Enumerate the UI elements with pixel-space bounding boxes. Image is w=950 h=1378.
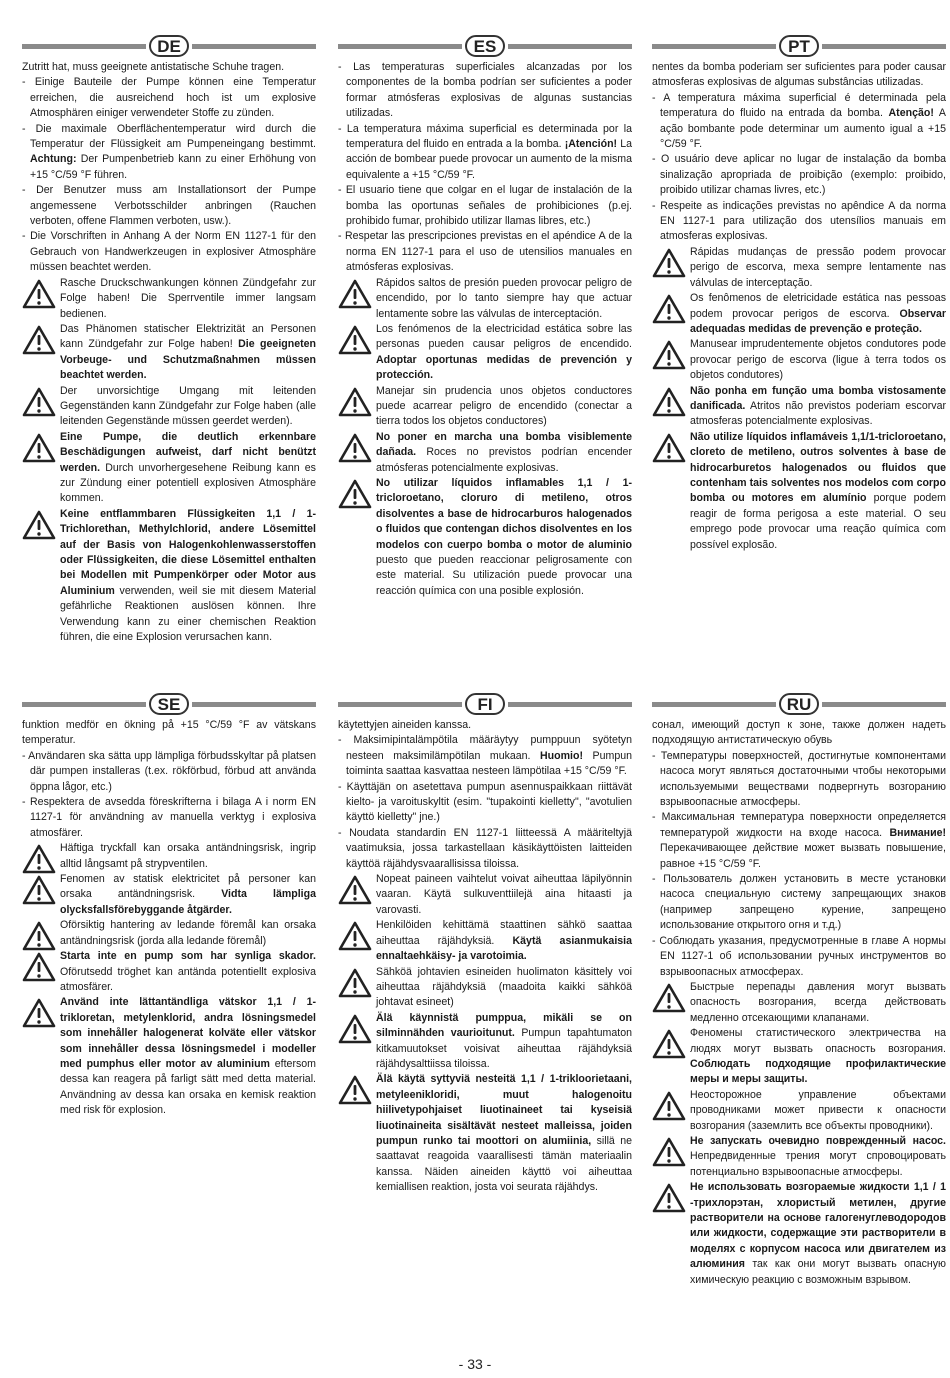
text: funktion medför en ökning på +15 °C/59 °F av vätskans temperatur. xyxy=(22,719,316,747)
warning-triangle-icon xyxy=(22,844,56,874)
text: Durch unvorhergesehene Reibung kann es zur Zündung einer potentiell explosiven Atmosphäre kommen. xyxy=(60,461,316,505)
bold-text: Не запускать очевидно поврежденный насос. xyxy=(690,1134,946,1147)
warning-paragraph xyxy=(22,384,316,430)
warning-paragraph xyxy=(652,1088,946,1134)
bullet-item xyxy=(652,934,946,980)
language-code-badge: RU xyxy=(779,693,819,715)
warning-paragraph xyxy=(652,1026,946,1088)
text: Los fenómenos de la electricidad estática sobre las personas pueden causar peligros de encendido. xyxy=(376,322,632,351)
bold-text: Keine entflammbaren Flüssigkeiten 1,1 / 1-Trichlorethan, Methylchlorid, andere Lösemittel auf der Basis von Halogenkohlenwasserstoffen oder Flüssigkeiten, die diese Lösemittel enthalten bei Modellen mit Pumpenkörper oder Motor aus Aluminium xyxy=(60,507,316,597)
text: Rápidos saltos de presión pueden provocar peligro de encendido, por lo tanto siempre hay que actuar lentamente sobre las válvulas de interceptación. xyxy=(376,276,632,320)
text: käytettyjen aineiden kanssa. xyxy=(338,719,472,731)
warning-paragraph xyxy=(652,337,946,383)
bold-text: Die geeigneten Vorbeuge- und Schutzmaßnahmen müssen beachtet werden. xyxy=(60,338,316,382)
continued-text xyxy=(652,60,946,91)
text: Respetar las prescripciones previstas en el apéndice A de la norma EN 1127-1 para el uso de utensilios manuales en atmósferas explosivas. xyxy=(344,230,632,274)
text: Atritos não previstos poderiam escorvar atmosferas potencialmente explosivas. xyxy=(690,399,946,428)
bullet-item xyxy=(338,780,632,826)
warning-triangle-icon xyxy=(338,921,372,951)
warning-paragraph xyxy=(22,872,316,918)
text: Соблюдать указания, предусмотренные в главе А нормы EN 1127-1 об использовании ручных инструментов во взрывоопасных атмосферах. xyxy=(659,934,946,978)
bullet-item xyxy=(22,122,316,184)
bold-text: Eine Pumpe, die deutlich erkennbare Beschädigungen aufweist, darf nicht benützt werden. xyxy=(60,430,316,474)
continued-text xyxy=(22,60,316,75)
bullet-item xyxy=(22,75,316,121)
section-header xyxy=(22,36,316,58)
warning-paragraph xyxy=(652,430,946,553)
text: Pumpun toiminta saattaa kasvattaa nesteen lämpötilaa +15 °C/59 °F. xyxy=(346,749,632,778)
warning-paragraph xyxy=(652,1134,946,1180)
warning-triangle-icon xyxy=(22,952,56,982)
text: Respektera de avsedda föreskrifterna i bilaga A i norm EN 1127-1 för användning av manuella verktyg i explosiva atmosfärer. xyxy=(30,796,316,839)
warning-triangle-icon xyxy=(652,433,686,463)
text: Der Pumpenbetrieb kann zu einer Erhöhung von +15 °C/59 °F führen. xyxy=(30,153,316,181)
text: Respeite as indicações previstas no apêndice A da norma EN 1127-1 para utilização dos utensílios manuais em atmosferas explosivas. xyxy=(660,199,946,243)
text: Käyttäjän on asetettava pumpun asennuspaikkaan riittävät kielto- ja varoituskyltit (esim. "tupakointi kielletty", "avotulien käyttö kielletty" jne.) xyxy=(346,780,632,824)
warning-triangle-icon xyxy=(652,248,686,278)
bold-text: Käytä asianmukaisia ennaltaehkäisy- ja varotoimia. xyxy=(376,934,632,963)
language-code-badge: ES xyxy=(465,35,505,57)
text: Пользователь должен установить в месте установки насоса специальную систему запрещающих знаков (например запрещено курение, запрещено использование открытого огня и т.д.) xyxy=(660,873,946,932)
header-bar-left xyxy=(22,44,146,49)
continued-text xyxy=(338,718,632,733)
continued-text xyxy=(22,718,316,749)
language-code-badge: DE xyxy=(149,35,189,57)
warning-triangle-icon xyxy=(22,998,56,1028)
text: Oförsiktig hantering av ledande föremål kan orsaka antändningsrisk (jorda alla ledande föremål) xyxy=(60,919,316,947)
warning-paragraph xyxy=(338,1072,632,1195)
header-bar-left xyxy=(652,702,776,707)
warning-paragraph xyxy=(652,384,946,430)
text: Manejar sin prudencia unos objetos conductores puede acarrear peligro de encendido (conectar a tierra todos los objetos conductores) xyxy=(376,384,632,428)
warning-triangle-icon xyxy=(22,325,56,355)
text: Fenomen av statisk elektricitet på personer kan orsaka antändningsrisk. xyxy=(60,873,316,901)
warning-paragraph xyxy=(652,245,946,291)
section-fi xyxy=(338,694,632,1196)
text: Einige Bauteile der Pumpe können eine Temperatur erreichen, die ausreichend hoch ist um explosive Atmosphären einiger verwendeter Stoffe zu zünden. xyxy=(30,76,316,120)
bullet-item xyxy=(652,810,946,872)
warning-paragraph xyxy=(338,918,632,964)
text: Der unvorsichtige Umgang mit leitenden Gegenständen kann Zündgefahr zur Folge haben (alle leitenden Gegenstände müssen geerdet werden). xyxy=(60,384,316,428)
bullet-item xyxy=(652,199,946,245)
text: Максимальная температура поверхности определяется температурой жидкости на входе насоса. xyxy=(660,811,946,839)
section-ru xyxy=(652,694,946,1288)
header-bar-right xyxy=(192,44,316,49)
section-header xyxy=(652,36,946,58)
warning-paragraph xyxy=(652,291,946,337)
bold-text: Använd inte lättantändliga vätskor 1,1 / 1-trikloretan, metylenklorid, andra lösningsmedel som innehåller halogenerat kolväte eller vätskor som innehåller dessa lösningsmedel i modeller med pumphus eller motor av aluminium xyxy=(60,996,316,1070)
header-bar-right xyxy=(508,702,632,707)
warning-paragraph xyxy=(338,430,632,476)
warning-triangle-icon xyxy=(22,279,56,309)
text: eftersom dessa kan reagera på farligt sätt med detta material. Användning av dessa kan orsaka en kemisk reaktion med risk för explosion. xyxy=(60,1057,316,1117)
warning-triangle-icon xyxy=(22,387,56,417)
text: A ação bombante pode determinar um aumento igual a +15 °C/59 °F. xyxy=(660,107,946,151)
section-es xyxy=(338,36,632,599)
text: O usuário deve aplicar no lugar de instalação da bomba sinalização apropriada de proibição (exemplo: proibido, proibido utilizar chamas livres, etc.) xyxy=(660,153,946,197)
header-bar-left xyxy=(22,702,146,707)
header-bar-right xyxy=(822,702,946,707)
warning-paragraph xyxy=(22,995,316,1118)
bold-text: Huomio! xyxy=(540,749,583,762)
text: porque podem reagir de forma perigosa a este material. O seu emprego pode provocar uma reação química com possível explosão. xyxy=(690,492,946,551)
warning-paragraph xyxy=(22,430,316,507)
bold-text: Starta inte en pump som har synliga skador. xyxy=(60,950,316,963)
bullet-item xyxy=(22,795,316,841)
section-header xyxy=(652,694,946,716)
text: сонал, имеющий доступ к зоне, также должен надеть подходящую антистатическую обувь xyxy=(652,719,946,747)
text: Sähköä johtavien esineiden huolimaton käsittely voi aiheuttaa räjähdyksiä (maadoita kaikki sähköä johtavat esineet) xyxy=(376,965,632,1009)
section-de xyxy=(22,36,316,645)
text: nentes da bomba poderiam ser suficientes para poder causar atmosferas explosivas de algumas substâncias utilizadas. xyxy=(652,61,946,89)
page-number: - 33 - xyxy=(458,1356,492,1372)
text: Die Vorschriften in Anhang A der Norm EN 1127-1 für den Gebrauch von Handwerkzeugen in explosiver Atmosphäre müssen beachtet werden. xyxy=(30,230,316,274)
warning-paragraph xyxy=(338,872,632,918)
header-bar-right xyxy=(508,44,632,49)
bold-text: Atenção! xyxy=(888,107,934,120)
text: Температуры поверхностей, достигнутые компонентами насоса могут являться достаточными чтобы некоторыми используемыми веществами подвергнуть возгоранию взрывоопасные атмосферы. xyxy=(660,749,946,809)
warning-triangle-icon xyxy=(338,875,372,905)
header-bar-left xyxy=(338,702,462,707)
bullet-item xyxy=(338,826,632,872)
text: Noudata standardin EN 1127-1 liitteessä A määriteltyjä vaatimuksia, jossa tarkastellaan käsikäyttöisten laitteiden käyttöä räjähdysvaarallisissa tiloissa. xyxy=(346,826,632,870)
bold-text: ¡Atención! xyxy=(564,138,618,151)
warning-triangle-icon xyxy=(338,1014,372,1044)
header-bar-left xyxy=(652,44,776,49)
warning-paragraph xyxy=(22,841,316,872)
warning-triangle-icon xyxy=(652,387,686,417)
text: Häftiga tryckfall kan orsaka antändningsrisk, ingrip alltid långsamt på strypventilen. xyxy=(60,842,316,870)
bold-text: Adoptar oportunas medidas de prevención y protección. xyxy=(376,353,632,382)
bold-text: Älä käynnistä pumppua, mikäli se on silminnähden vaurioitunut. xyxy=(376,1011,632,1040)
language-code-badge: PT xyxy=(779,35,819,57)
warning-triangle-icon xyxy=(338,279,372,309)
text: Pumpun tapahtumaton kitkamuutokset voisivat aiheuttaa räjähdyksiä räjähdysalttiissa tiloissa. xyxy=(376,1027,632,1070)
bold-text: Внимание! xyxy=(889,826,946,839)
text: sillä ne saattavat reagoida vaarallisesti tämän materiaalin kanssa. Näiden aineiden käyttö voi aiheuttaa kemiallisen reaktion, josta voi seurata räjähdys. xyxy=(376,1134,632,1194)
text: Der Benutzer muss am Installationsort der Pumpe angemessene Verbotsschilder anbringen (Rauchen verboten, offene Flammen verboten, usw.). xyxy=(30,184,316,228)
bullet-item xyxy=(338,733,632,779)
warning-paragraph xyxy=(338,965,632,1011)
text: Rasche Druckschwankungen können Zündgefahr zur Folge haben! Die Sperrventile immer langsam bedienen. xyxy=(60,276,316,320)
text: Henkilöiden kehittämä staattinen sähkö saattaa aiheuttaa räjähdyksiä. xyxy=(376,919,632,947)
section-header xyxy=(22,694,316,716)
text: Nopeat paineen vaihtelut voivat aiheuttaa läpilyönnin vaaran. Käytä sulkuventtiilejä aina hitaasti ja varovasti. xyxy=(376,873,632,916)
bold-text: Não utilize líquidos inflamáveis 1,1/1-tricloroetano, cloreto de metileno, outros solventes à base de hidrocarburetos halogenados ou fluidos que contenham tais solventes nos modelos com corpo bomba ou motores em alumínio xyxy=(690,430,946,505)
section-header xyxy=(338,694,632,716)
warning-triangle-icon xyxy=(338,325,372,355)
bullet-item xyxy=(652,872,946,934)
warning-paragraph xyxy=(338,276,632,322)
warning-triangle-icon xyxy=(652,1183,686,1213)
warning-triangle-icon xyxy=(22,433,56,463)
warning-triangle-icon xyxy=(338,387,372,417)
text: Maksimipintalämpötila määräytyy pumppuun syötetyn nesteen maksimilämpötilan mukaan. xyxy=(346,734,632,762)
text: La acción de bombear puede provocar un aumento de la misma equivalente a +15 °C/59 °F. xyxy=(346,138,632,181)
text: Las temperaturas superficiales alcanzadas por los componentes de la bomba podrían ser suficientes a poder formar atmósferas explosivas de algunas sustancias utilizadas. xyxy=(346,61,632,120)
section-pt xyxy=(652,36,946,553)
header-bar-right xyxy=(192,702,316,707)
bold-text: Соблюдать подходящие профилактические меры и меры защиты. xyxy=(690,1057,946,1086)
text: Zutritt hat, muss geeignete antistatische Schuhe tragen. xyxy=(22,61,285,73)
warning-triangle-icon xyxy=(22,875,56,905)
bold-text: Älä käytä syttyviä nesteitä 1,1 / 1-trikloorietaani, metyleenikloridi, muut halogenoitu hiilivetypohjaiset liuotinaineet tai kyseisiä liuotinaineita sisältävät nesteet malleissa, joiden pumpun runko tai moottori on alumiinia, xyxy=(376,1073,632,1147)
warning-triangle-icon xyxy=(338,433,372,463)
warning-triangle-icon xyxy=(652,294,686,324)
text: A temperatura máxima superficial é determinada pela temperatura do fluido na entrada da bomba. xyxy=(660,91,946,120)
continued-text xyxy=(652,718,946,749)
bold-text: Vidta lämpliga olycksfallsförebyggande åtgärder. xyxy=(60,888,316,916)
bullet-item xyxy=(22,229,316,275)
text: La temperatura máxima superficial es determinada por la temperatura del fluido en entrada a la bomba. xyxy=(346,122,632,151)
header-bar-left xyxy=(338,44,462,49)
warning-triangle-icon xyxy=(338,1075,372,1105)
warning-triangle-icon xyxy=(338,968,372,998)
text: Быстрые перепады давления могут вызвать опасность возгорания, всегда действовать медленно отсекающими клапанами. xyxy=(690,980,946,1024)
text: Oförutsedd tröghet kan antända potentiellt explosiva atmosfärer. xyxy=(60,965,316,993)
warning-paragraph xyxy=(22,276,316,322)
bullet-item xyxy=(338,229,632,275)
warning-paragraph xyxy=(22,918,316,949)
warning-paragraph xyxy=(338,384,632,430)
bold-text: Não ponha em função uma bomba vistosamente danificada. xyxy=(690,384,946,412)
warning-paragraph xyxy=(22,507,316,646)
warning-paragraph xyxy=(338,1011,632,1073)
warning-triangle-icon xyxy=(652,340,686,370)
warning-paragraph xyxy=(652,980,946,1026)
text: Die maximale Oberflächentemperatur wird durch die Temperatur der Flüssigkeit am Pumpeneingang bestimmt. xyxy=(30,122,316,151)
text: puesto que pueden reaccionar peligrosamente con este material. Su utilización puede provocar una reacción química con una posible explosión. xyxy=(376,554,632,597)
section-se xyxy=(22,694,316,1119)
warning-paragraph xyxy=(22,949,316,995)
bold-text: Не использовать возгораемые жидкости 1,1 / 1 -трихлорэтан, хлористый метилен, другие растворители на основе галогенуглеводородов или жидкости, содержащие эти растворители в моделях с корпусом насоса или двигателем из алюминия xyxy=(690,1181,946,1271)
text: Os fenômenos de eletricidade estática nas pessoas podem provocar perigos de escorva. xyxy=(690,292,946,320)
text: Непредвиденные трения могут спровоцировать потенциально взрывоопасные атмосферы. xyxy=(690,1150,946,1178)
warning-paragraph xyxy=(338,322,632,384)
text: verwenden, weil sie mit diesem Material gefährliche Reaktionen auslösen können. Ihre Verwendung kann zu einer chemischen Reaktion führen, die eine Explosion verursachen kann. xyxy=(60,584,316,644)
bullet-item xyxy=(22,749,316,795)
bullet-item xyxy=(338,183,632,229)
warning-paragraph xyxy=(652,1180,946,1288)
bullet-item xyxy=(338,60,632,122)
text: Användaren ska sätta upp lämpliga förbudsskyltar på platsen där pumpen installeras (t.ex. rökförbud, förbud att använda öppna lågor, etc.) xyxy=(28,749,316,793)
warning-triangle-icon xyxy=(22,921,56,951)
bold-text: Achtung: xyxy=(30,153,77,166)
warning-triangle-icon xyxy=(652,1029,686,1059)
text: El usuario tiene que colgar en el lugar de instalación de la bomba las oportunas señales de prohibiciones (p.ej. prohibido fumar, prohibido utilizar llamas libres, etc.) xyxy=(345,184,632,228)
language-code-badge: SE xyxy=(149,693,189,715)
warning-paragraph xyxy=(22,322,316,384)
text: Roces no previstos podrían encender atmósferas potencialmente explosivas. xyxy=(376,446,632,474)
text: так как они могут вызвать опасную химическую реакцию с возможным взрывом. xyxy=(690,1258,946,1286)
text: Перекачивающее действие может вызвать повышение, равное +15 °C/59 °F. xyxy=(660,842,946,870)
bullet-item xyxy=(338,122,632,184)
language-code-badge: FI xyxy=(465,693,505,715)
text: Manusear imprudentemente objetos condutores pode provocar perigo de escorva (ligue à terra todos os objetos condutores) xyxy=(690,338,946,382)
warning-triangle-icon xyxy=(22,510,56,540)
warning-triangle-icon xyxy=(652,1091,686,1121)
bullet-item xyxy=(22,183,316,229)
warning-triangle-icon xyxy=(652,983,686,1013)
text: Das Phänomen statischer Elektrizität an Personen kann Zündgefahr zur Folge haben! xyxy=(60,322,316,351)
bold-text: Observar adequadas medidas de prevenção e proteção. xyxy=(690,307,946,335)
warning-triangle-icon xyxy=(652,1137,686,1167)
section-header xyxy=(338,36,632,58)
text: Феномены статистического электричества на людях могут вызвать опасность возгорания. xyxy=(690,1027,946,1055)
text: Rápidas mudanças de pressão podem provocar perigo de escorva, mexa sempre lentamente nas válvulas de interceptação. xyxy=(690,245,946,289)
bold-text: No poner en marcha una bomba visiblemente dañada. xyxy=(376,430,632,459)
warning-paragraph xyxy=(338,476,632,599)
bullet-item xyxy=(652,152,946,198)
bullet-item xyxy=(652,749,946,811)
text: Неосторожное управление объектами проводниками может привести к опасности возгорания (заземлить все объекты проводники). xyxy=(690,1088,946,1132)
warning-triangle-icon xyxy=(338,479,372,509)
header-bar-right xyxy=(822,44,946,49)
bold-text: No utilizar líquidos inflamables 1,1 / 1-tricloroetano, cloruro di metileno, otros disolventes a base de hidrocarburos halogenados o fluidos que contengan dichos disolventes en los modelos con cuerpo bomba o motor de aluminio xyxy=(376,476,632,551)
bullet-item xyxy=(652,91,946,153)
